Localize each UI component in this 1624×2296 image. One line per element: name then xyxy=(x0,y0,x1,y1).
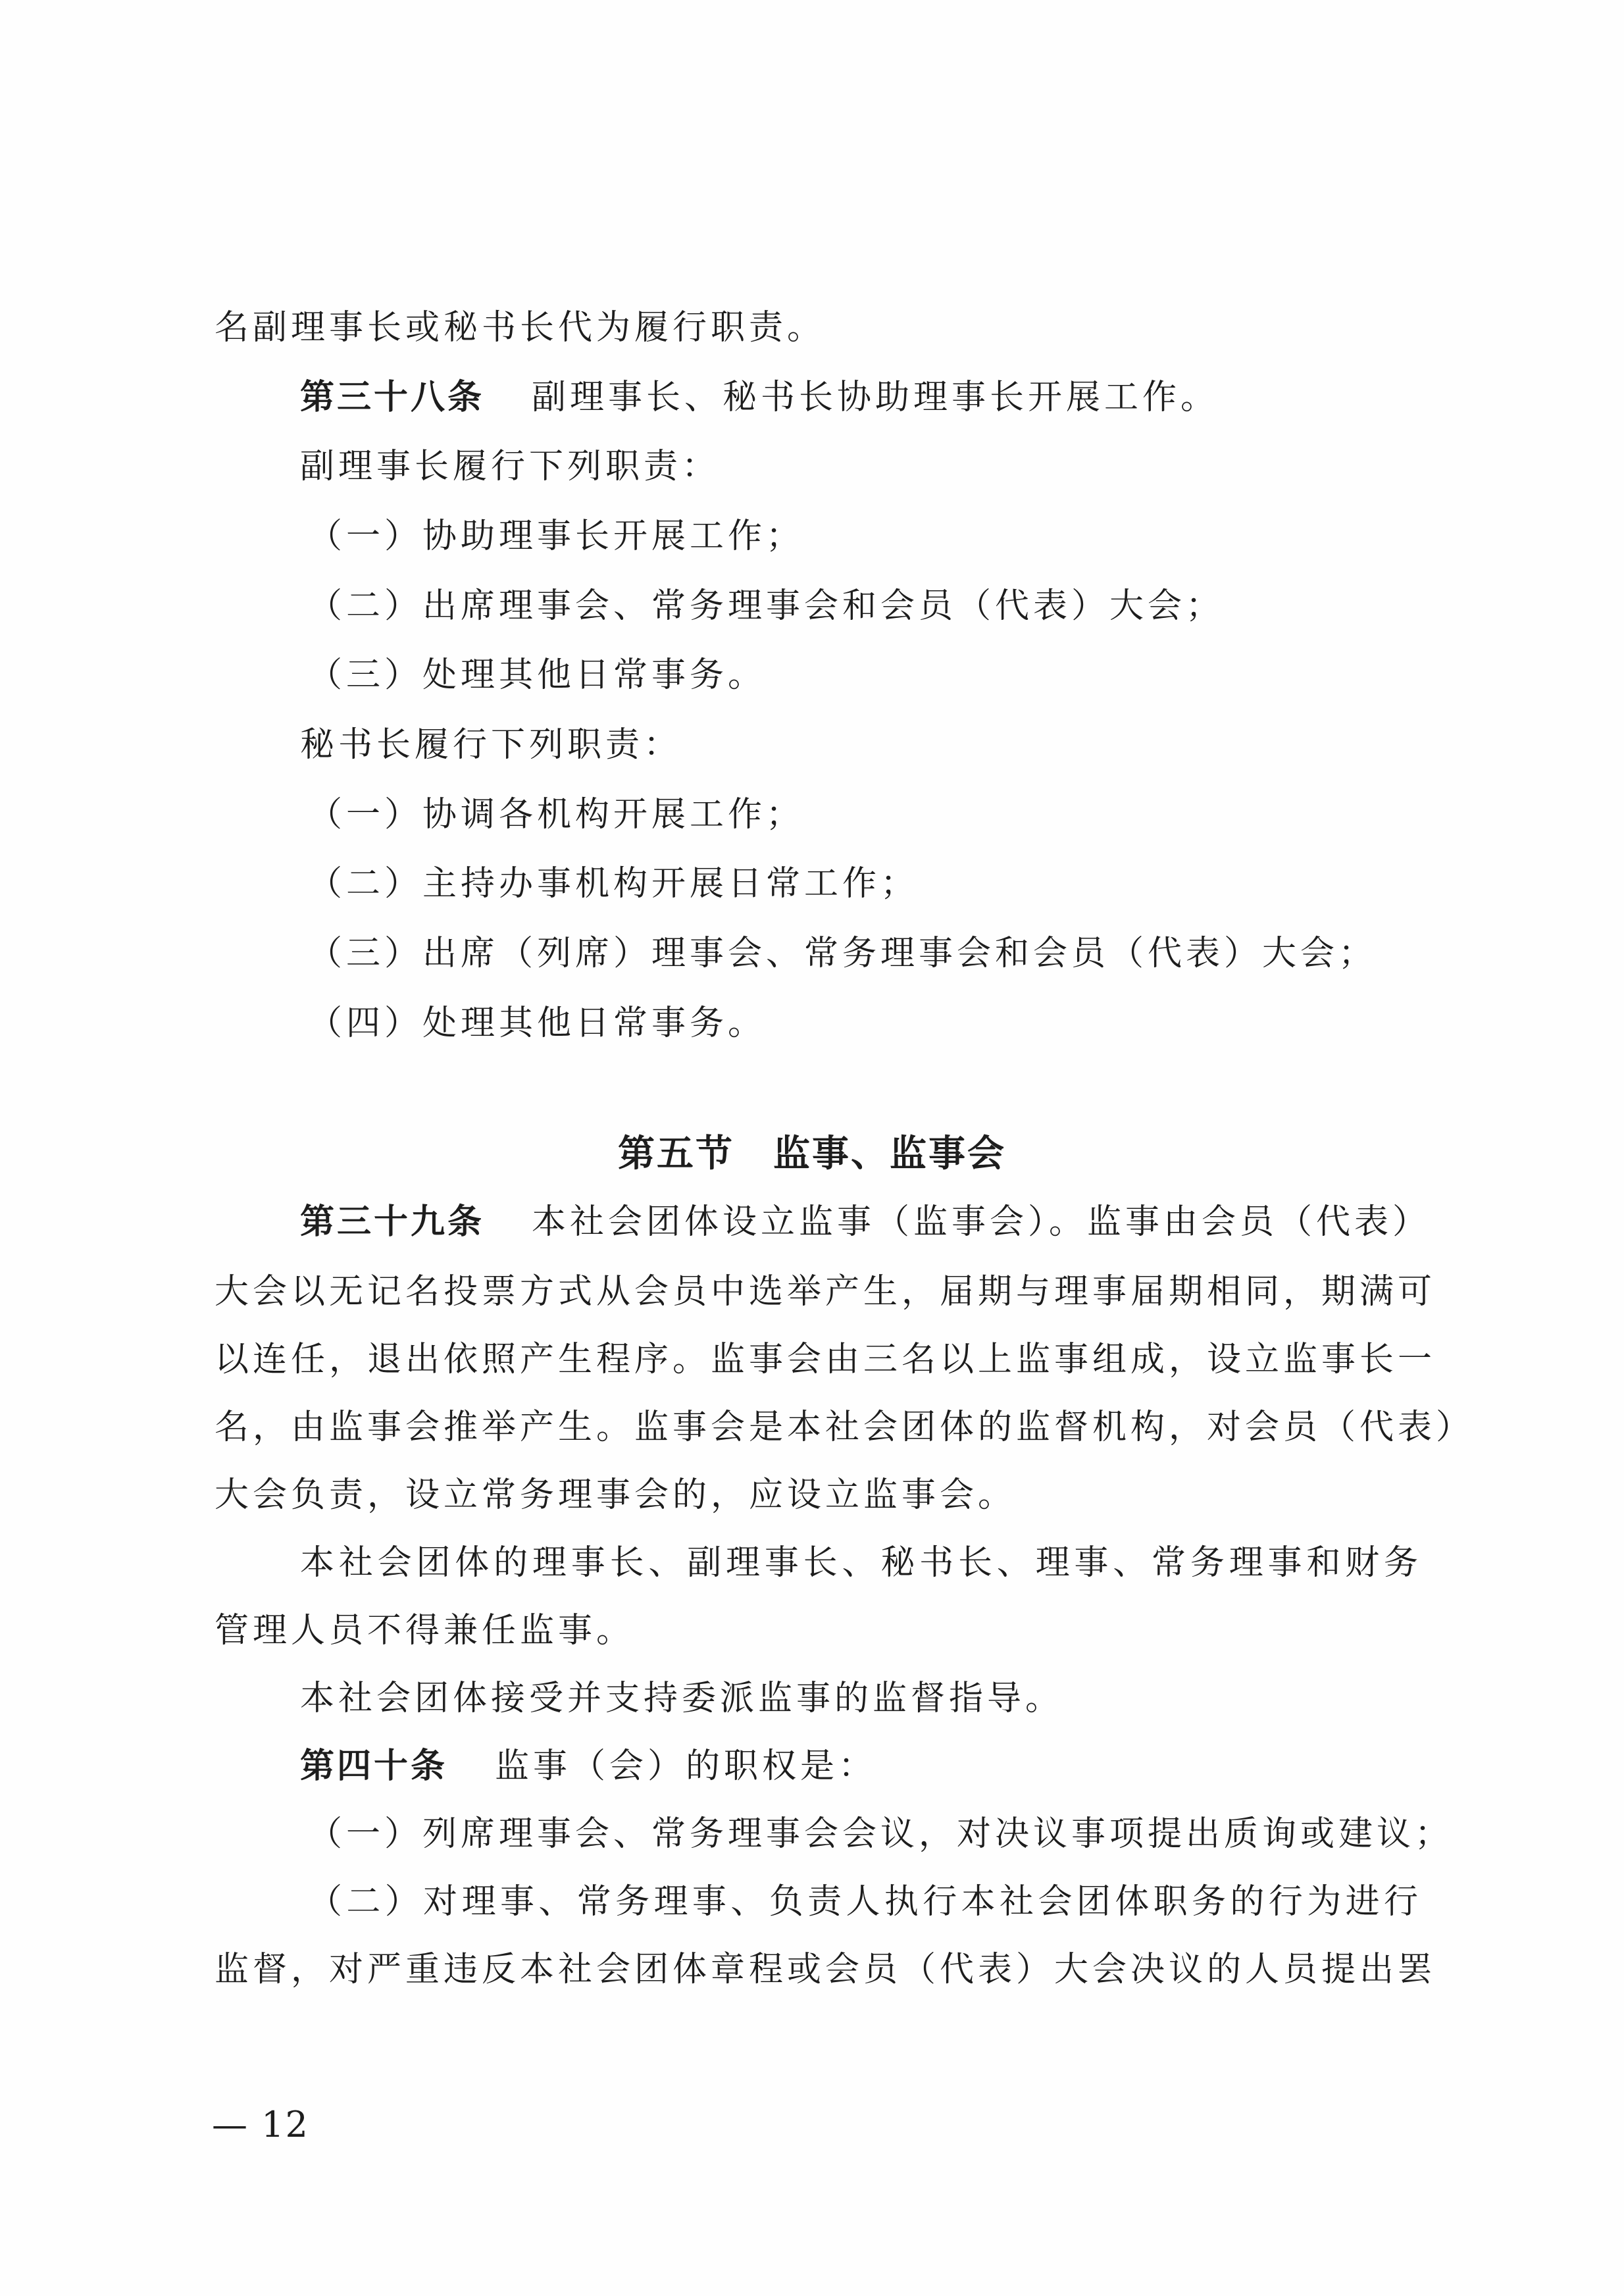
paragraph-line: 大会负责，设立常务理事会的，应设立监事会。 xyxy=(215,1475,1017,1515)
page-number: — 12 xyxy=(212,2104,309,2145)
article-label: 第三十九条 xyxy=(300,1202,485,1242)
list-item: （二）对理事、常务理事、负责人执行本社会团体职务的行为进行 xyxy=(308,1882,1422,1922)
article-heading-line: 第三十九条 本社会团体设立监事（监事会）。监事由会员（代表） xyxy=(300,1202,1431,1242)
list-item: （三）出席（列席）理事会、常务理事会和会员（代表）大会； xyxy=(308,934,1377,973)
paragraph-line: 以连任，退出依照产生程序。监事会由三名以上监事组成，设立监事长一 xyxy=(215,1340,1436,1379)
article-label: 第四十条 xyxy=(300,1747,448,1786)
list-item: （一）列席理事会、常务理事会会议，对决议事项提出质询或建议； xyxy=(308,1814,1454,1854)
paragraph-line: 名，由监事会推举产生。监事会是本社会团体的监督机构，对会员（代表） xyxy=(215,1408,1475,1447)
list-item: （三）处理其他日常事务。 xyxy=(308,655,767,695)
paragraph-line: 秘书长履行下列职责： xyxy=(300,725,682,765)
paragraph-line: 监督，对严重违反本社会团体章程或会员（代表）大会决议的人员提出罢 xyxy=(215,1950,1436,1989)
section-title: 第五节 监事、监事会 xyxy=(618,1133,1006,1175)
paragraph-line: 管理人员不得兼任监事。 xyxy=(215,1611,635,1650)
list-item: （一）协调各机构开展工作； xyxy=(308,795,805,834)
paragraph-line: 副理事长履行下列职责： xyxy=(300,447,721,486)
list-item: （四）处理其他日常事务。 xyxy=(308,1004,767,1043)
list-item: （二）出席理事会、常务理事会和会员（代表）大会； xyxy=(308,586,1225,626)
list-item: （一）协助理事长开展工作； xyxy=(308,517,805,556)
paragraph-line: 本社会团体接受并支持委派监事的监督指导。 xyxy=(300,1679,1064,1718)
paragraph-line: 名副理事长或秘书长代为履行职责。 xyxy=(215,308,826,347)
paragraph-line: 本社会团体的理事长、副理事长、秘书长、理事、常务理事和财务 xyxy=(300,1543,1422,1583)
list-item: （二）主持办事机构开展日常工作； xyxy=(308,864,919,904)
article-label: 第三十八条 xyxy=(300,378,485,417)
paragraph-line: 大会以无记名投票方式从会员中选举产生，届期与理事届期相同，期满可 xyxy=(215,1272,1436,1312)
article-heading-line: 第四十条 监事（会）的职权是： xyxy=(300,1747,877,1786)
article-heading-line: 第三十八条 副理事长、秘书长协助理事长开展工作。 xyxy=(300,378,1219,417)
